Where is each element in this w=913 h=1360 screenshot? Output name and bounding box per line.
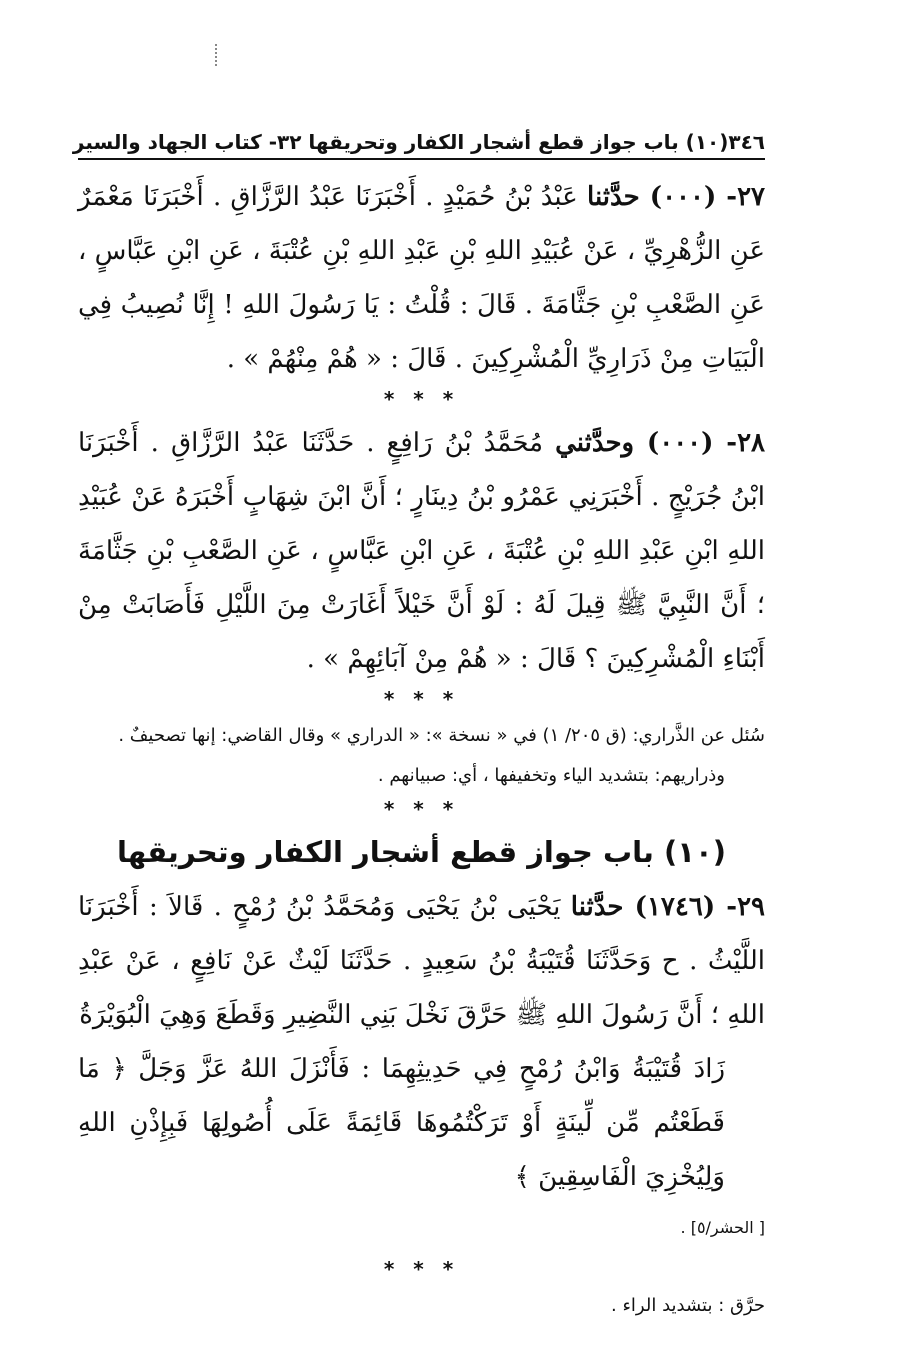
hadith-number: ٢٩- (١٧٤٦) حدَّثنا xyxy=(570,892,765,922)
hadith-continuation: زَادَ قُتَيْبَةُ وَابْنُ رُمْحٍ فِي حَدِيثِهِمَا : فَأَنْزَلَ اللهُ عَزَّ وَجَلَّ ﴿ مَا قَطَعْتُم مِّن لِّينَةٍ أَوْ تَرَكْتُمُوهَا قَائِمَةً عَلَى أُصُولِهَا فَبِإِذْنِ اللهِ وَلِيُخْزِيَ الْفَاسِقِينَ ﴾ xyxy=(78,1054,725,1192)
hadith-text: يَحْيَى بْنُ يَحْيَى وَمُحَمَّدُ بْنُ رُمْحٍ . قَالاَ : أَخْبَرَنَا اللَّيْثُ . ح وَحَدَّثَنَا قُتَيْبَةُ بْنُ سَعِيدٍ . حَدَّثَنَا لَيْثٌ عَنْ نَافِعٍ ، عَنْ عَبْدِ اللهِ ؛ أَنَّ رَسُولَ اللهِ ﷺ حَرَّقَ نَخْلَ بَنِي النَّضِيرِ وَقَطَعَ وَهِيَ الْبُوَيْرَةُ xyxy=(78,892,765,1030)
footnote-dharariyyuhum: وذراريهم: بتشديد الياء وتخفيفها ، أي: صبيانهم . xyxy=(377,765,725,786)
scan-mark xyxy=(215,44,219,66)
hadith-28 xyxy=(78,416,765,686)
hadith-29 xyxy=(78,880,765,1204)
hadith-27 xyxy=(78,170,765,386)
hadith-number: ٢٨- (٠٠٠) وحدَّثني xyxy=(555,428,765,458)
hadith-number: ٢٧- (٠٠٠) حدَّثنا xyxy=(587,182,766,212)
footnote-harraqa: حرَّق : بتشديد الراء . xyxy=(611,1295,765,1316)
footnote-darari: سُئل عن الذَّراري: (ق ٢٠٥/ ١) في « نسخة »: « الدراري » وقال القاضي: إنها تصحيفٌ . xyxy=(118,725,765,746)
hadith-text: مُحَمَّدُ بْنُ رَافِعٍ . حَدَّثَنَا عَبْدُ الرَّزَّاقِ . أَخْبَرَنَا ابْنُ جُرَيْجٍ . أَخْبَرَنِي عَمْرُو بْنُ دِينَارٍ ؛ أَنَّ ابْنَ شِهَابٍ أَخْبَرَهُ عَنْ عُبَيْدِ اللهِ ابْنِ عَبْدِ اللهِ بْنِ عُتْبَةَ ، عَنِ ابْنِ عَبَّاسٍ ، عَنِ الصَّعْبِ بْنِ جَثَّامَةَ ؛ أَنَّ النَّبِيَّ ﷺ قِيلَ لَهُ : لَوْ أَنَّ خَيْلاً أَغَارَتْ مِنَ اللَّيْلِ فَأَصَابَتْ مِنْ أَبْنَاءِ الْمُشْرِكِينَ ؟ قَالَ : « هُمْ مِنْ آبَائِهِمْ » . xyxy=(78,428,765,674)
page-body xyxy=(78,170,765,1326)
header-title: (١٠) باب جواز قطع أشجار الكفار وتحريقها ٣٢- كتاب الجهاد والسير xyxy=(72,130,729,154)
separator-stars: * * * xyxy=(383,687,460,711)
separator-stars: * * * xyxy=(383,797,460,821)
separator-stars: * * * xyxy=(383,1257,460,1281)
page-number: ٣٤٦ xyxy=(728,130,765,154)
running-header xyxy=(72,118,765,160)
separator-stars: * * * xyxy=(383,387,460,411)
hadith-text: عَبْدُ بْنُ حُمَيْدٍ . أَخْبَرَنَا عَبْدُ الرَّزَّاقِ . أَخْبَرَنَا مَعْمَرٌ عَنِ الزُّهْرِيِّ ، عَنْ عُبَيْدِ اللهِ بْنِ عَبْدِ اللهِ بْنِ عُتْبَةَ ، عَنِ ابْنِ عَبَّاسٍ ، عَنِ الصَّعْبِ بْنِ جَثَّامَةَ . قَالَ : قُلْتُ : يَا رَسُولَ اللهِ ! إِنَّا نُصِيبُ فِي الْبَيَاتِ مِنْ ذَرَارِيِّ الْمُشْرِكِينَ . قَالَ : « هُمْ مِنْهُمْ » . xyxy=(78,182,765,374)
quran-reference: [ الحشر/٥] . xyxy=(680,1218,765,1237)
chapter-title: (١٠) باب جواز قطع أشجار الكفار وتحريقها xyxy=(117,835,726,869)
